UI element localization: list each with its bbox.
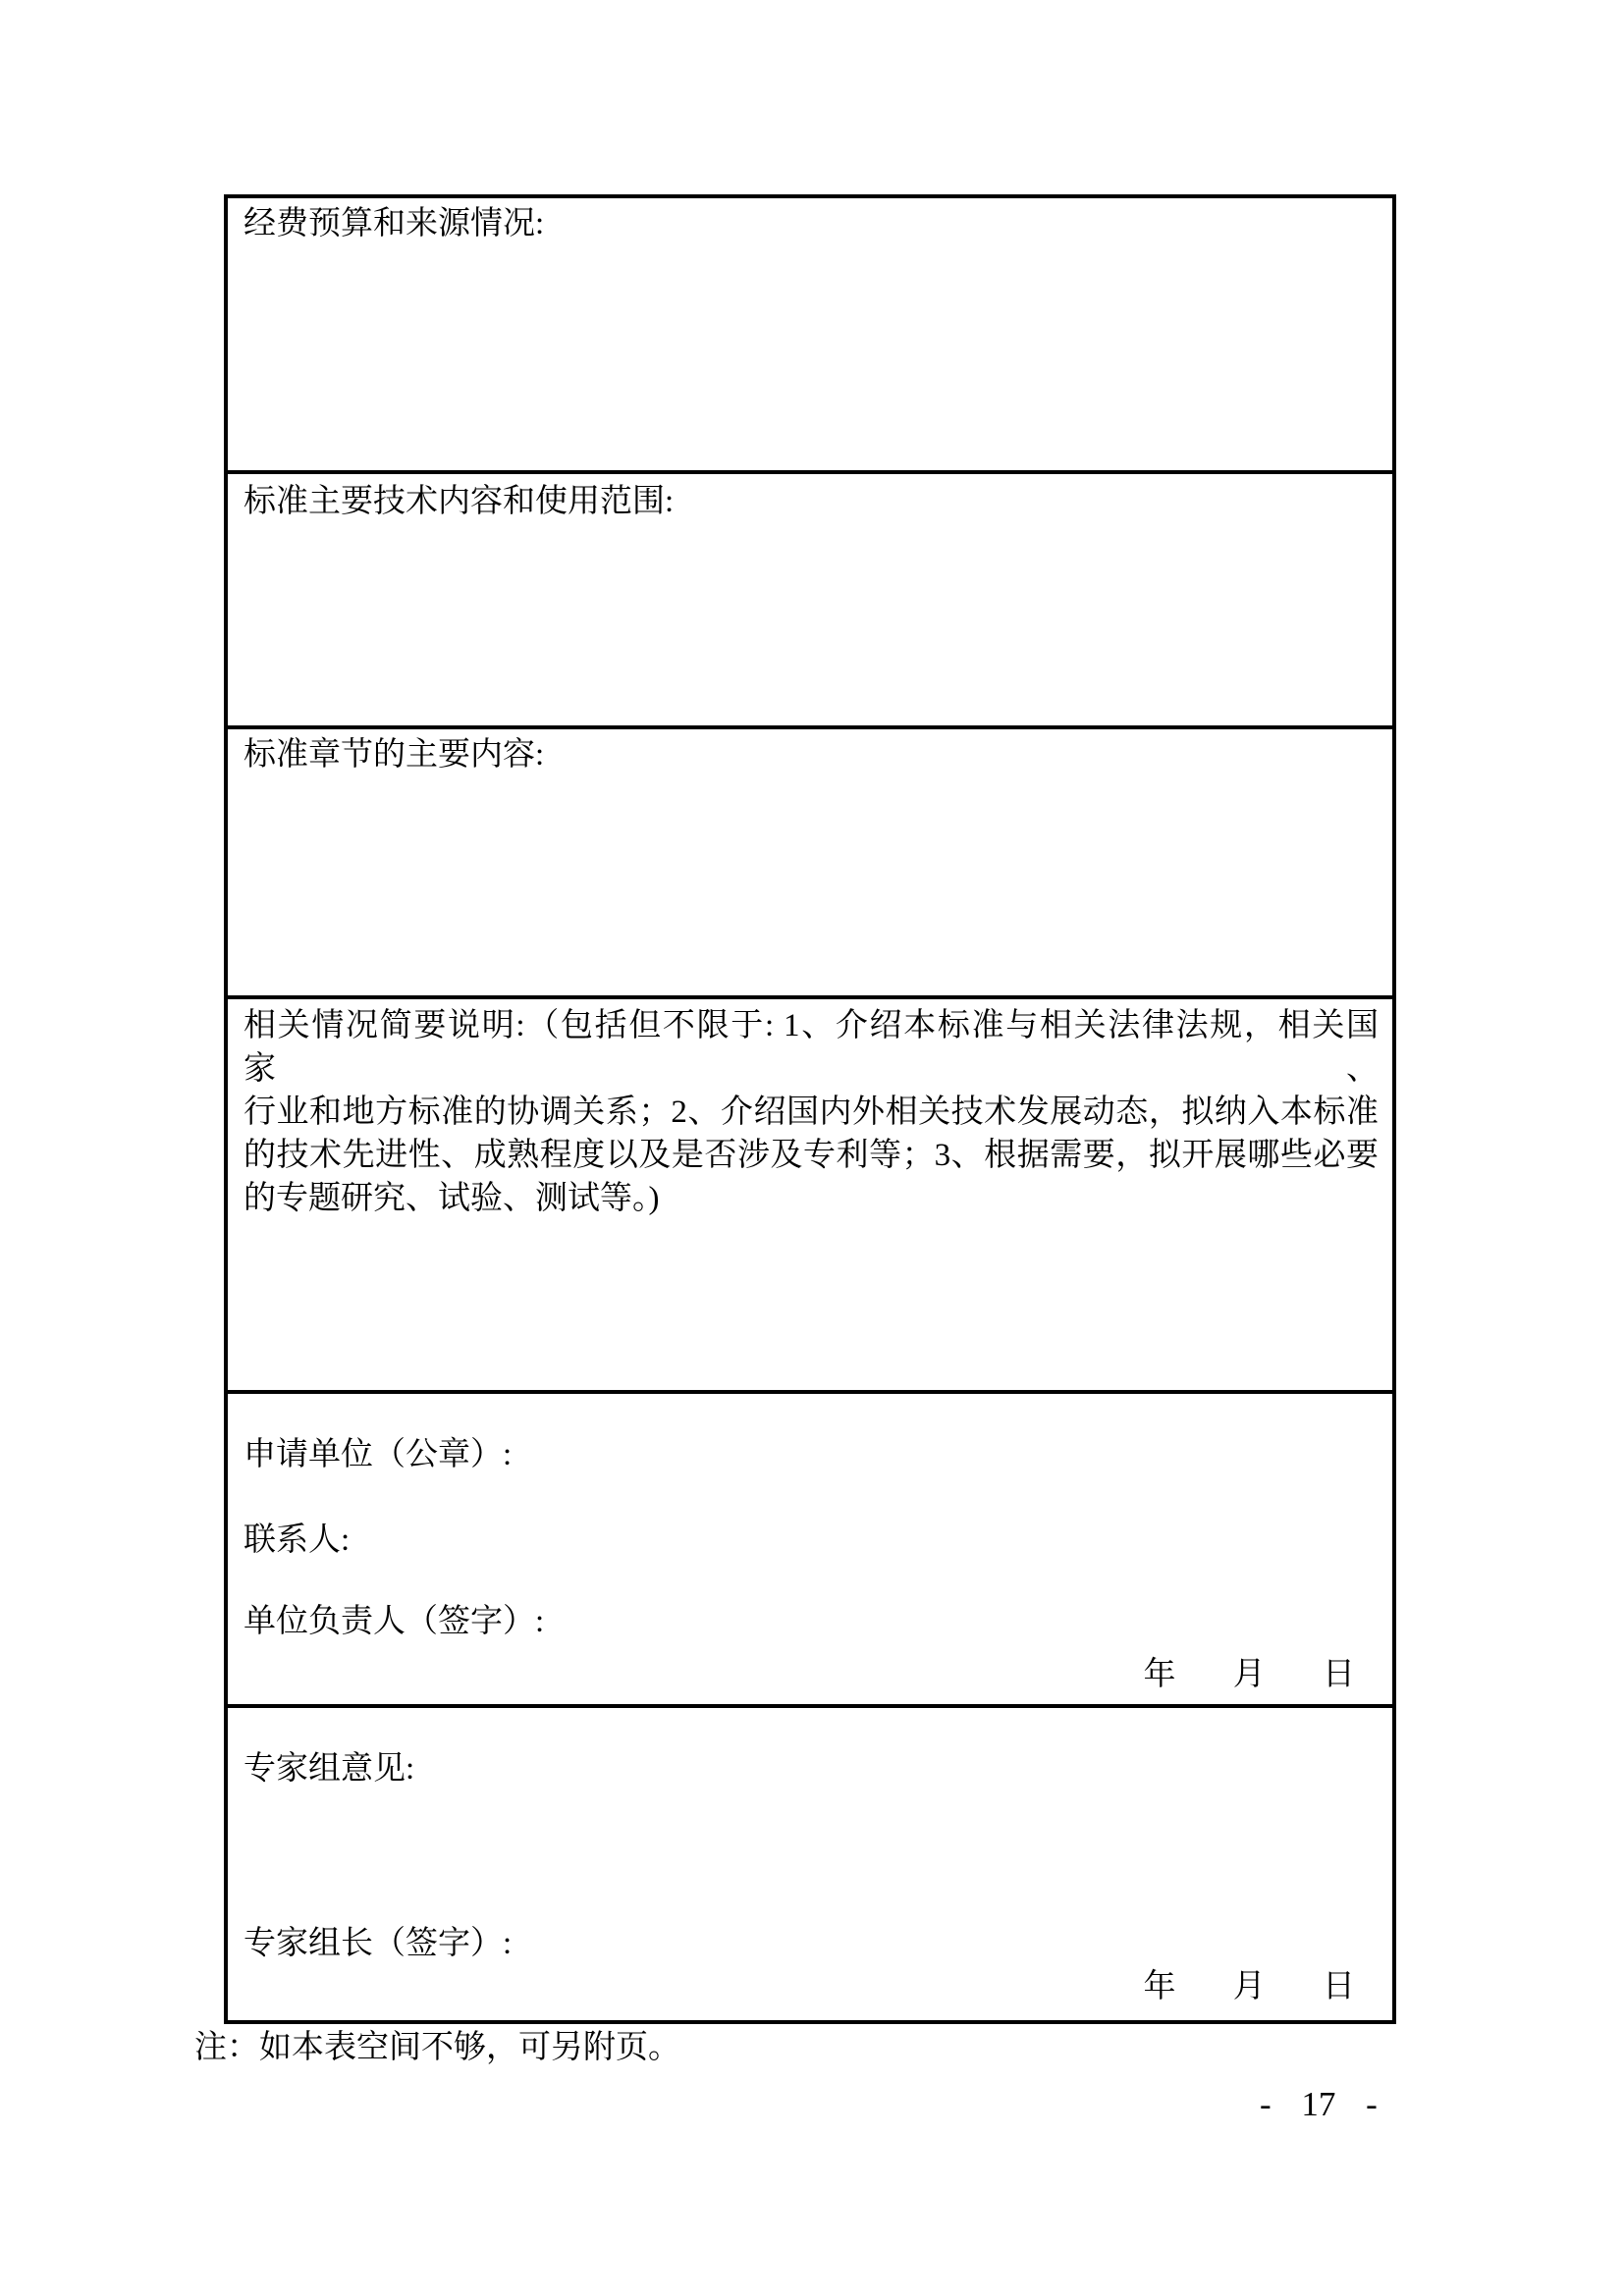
section-chapters <box>228 729 1392 999</box>
remarks-line-3: 的技术先进性、成熟程度以及是否涉及专利等；3、根据需要，拟开展哪些必要 <box>244 1138 1379 1173</box>
section-budget <box>228 198 1392 474</box>
remarks-paragraph <box>244 1004 1379 1220</box>
footnote: 注：如本表空间不够，可另附页。 <box>194 2030 680 2065</box>
applicant-date-line: 年 月 日 <box>1143 1657 1355 1692</box>
page-number: - 17 - <box>1260 2085 1378 2123</box>
remarks-line-4: 的专题研究、试验、测试等。) <box>244 1181 660 1216</box>
experts-leader-label: 专家组长（签字）: <box>244 1926 513 1961</box>
experts-date-line: 年 月 日 <box>1143 1969 1355 2004</box>
application-form-table <box>224 194 1396 2024</box>
section-remarks <box>228 999 1392 1394</box>
applicant-contact-label: 联系人: <box>244 1522 351 1558</box>
remarks-line-1: 相关情况简要说明:（包括但不限于: 1、介绍本标准与相关法律法规，相关国家、 <box>244 1008 1379 1087</box>
chapters-label: 标准章节的主要内容: <box>244 737 545 773</box>
budget-label: 经费预算和来源情况: <box>244 206 545 241</box>
section-tech-content <box>228 474 1392 729</box>
tech-content-label: 标准主要技术内容和使用范围: <box>244 484 675 519</box>
section-experts <box>228 1708 1392 2020</box>
experts-opinion-label: 专家组意见: <box>244 1751 415 1787</box>
applicant-unit-label: 申请单位（公章）: <box>244 1437 513 1472</box>
section-applicant <box>228 1394 1392 1708</box>
remarks-line-2: 行业和地方标准的协调关系；2、介绍国内外相关技术发展动态，拟纳入本标准 <box>244 1095 1379 1130</box>
applicant-head-label: 单位负责人（签字）: <box>244 1604 545 1639</box>
